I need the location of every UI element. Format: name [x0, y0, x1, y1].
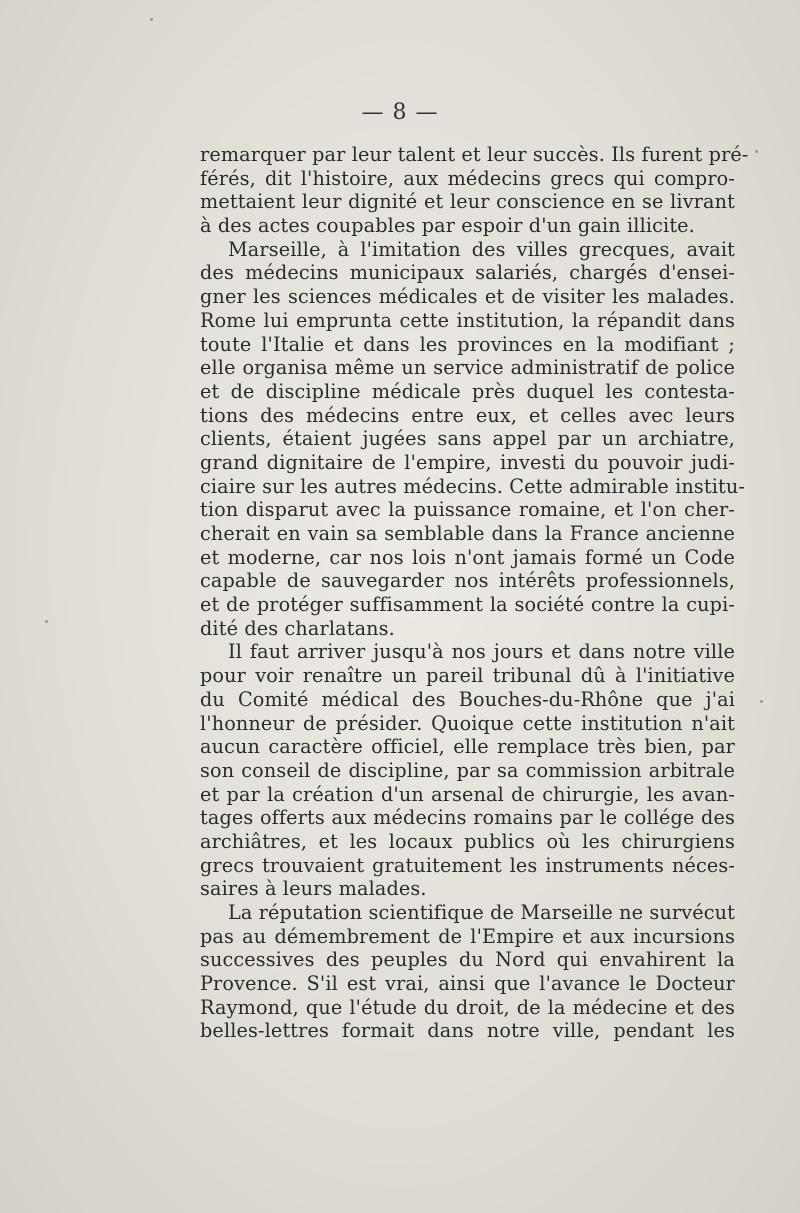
paper-speck — [45, 620, 48, 623]
paper-speck — [760, 700, 763, 703]
text-line: et par la création d'un arsenal de chirurgie, les avan- — [200, 782, 735, 806]
text-line: Marseille, à l'imitation des villes grecques, avait — [228, 237, 735, 261]
text-line: tions des médecins entre eux, et celles avec leurs — [200, 403, 735, 427]
text-line: cherait en vain sa semblable dans la France ancienne — [200, 522, 735, 545]
text-line: Provence. S'il est vrai, ainsi que l'avance le Docteur — [200, 972, 735, 996]
text-line: des médecins municipaux salariés, chargés d'ensei- — [200, 261, 735, 285]
text-line: Il faut arriver jusqu'à nos jours et dans notre ville — [228, 640, 735, 664]
text-line: successives des peuples du Nord qui envahirent la — [200, 948, 735, 972]
text-line: saires à leurs malades. — [200, 877, 427, 901]
text-line: dité des charlatans. — [200, 616, 395, 640]
paper-speck — [755, 150, 758, 153]
text-line: son conseil de discipline, par sa commission arbitrale — [200, 758, 735, 782]
body-text — [200, 143, 749, 1043]
text-line: à des actes coupables par espoir d'un gain illicite. — [200, 214, 695, 238]
text-line: férés, dit l'histoire, aux médecins grecs qui compro- — [200, 166, 735, 190]
text-line: pour voir renaître un pareil tribunal dû à l'initiative — [200, 664, 735, 688]
text-line: et de discipline médicale près duquel les contesta- — [200, 379, 735, 403]
text-line: grand dignitaire de l'empire, investi du pouvoir judi- — [200, 450, 735, 474]
page-number: — 8 — — [361, 100, 439, 125]
text-line: remarquer par leur talent et leur succès. Ils furent pré- — [200, 143, 749, 166]
text-line: et de protéger suffisamment la société contre la cupi- — [200, 593, 735, 617]
text-line: belles-lettres formait dans notre ville, pendant les — [200, 1019, 735, 1043]
paper-speck — [150, 18, 153, 21]
text-line: elle organisa même un service administratif de police — [200, 356, 735, 380]
text-line: aucun caractère officiel, elle remplace très bien, par — [200, 735, 735, 759]
text-line: capable de sauvegarder nos intérêts professionnels, — [200, 569, 735, 593]
text-line: La réputation scientifique de Marseille ne survécut — [228, 901, 735, 924]
text-line: Rome lui emprunta cette institution, la répandit dans — [200, 308, 735, 332]
text-line: clients, étaient jugées sans appel par un archiatre, — [200, 427, 735, 451]
text-line: gner les sciences médicales et de visiter les malades. — [200, 285, 735, 309]
text-line: Raymond, que l'étude du droit, de la médecine et des — [200, 995, 735, 1019]
text-line: pas au démembrement de l'Empire et aux incursions — [200, 924, 735, 948]
text-line: ciaire sur les autres médecins. Cette admirable institu- — [200, 474, 746, 498]
text-line: l'honneur de présider. Quoique cette institution n'ait — [200, 711, 735, 735]
text-line: mettaient leur dignité et leur conscience en se livrant — [200, 190, 735, 214]
text-line: du Comité médical des Bouches-du-Rhône que j'ai — [200, 687, 735, 711]
text-line: tion disparut avec la puissance romaine, et l'on cher- — [200, 498, 735, 522]
text-line: archiâtres, et les locaux publics où les chirurgiens — [200, 829, 735, 853]
text-line: et moderne, car nos lois n'ont jamais formé un Code — [200, 545, 735, 569]
text-line: toute l'Italie et dans les provinces en la modifiant ; — [200, 332, 735, 356]
text-line: grecs trouvaient gratuitement les instruments néces- — [200, 853, 735, 877]
text-line: tages offerts aux médecins romains par le collége des — [200, 806, 735, 830]
